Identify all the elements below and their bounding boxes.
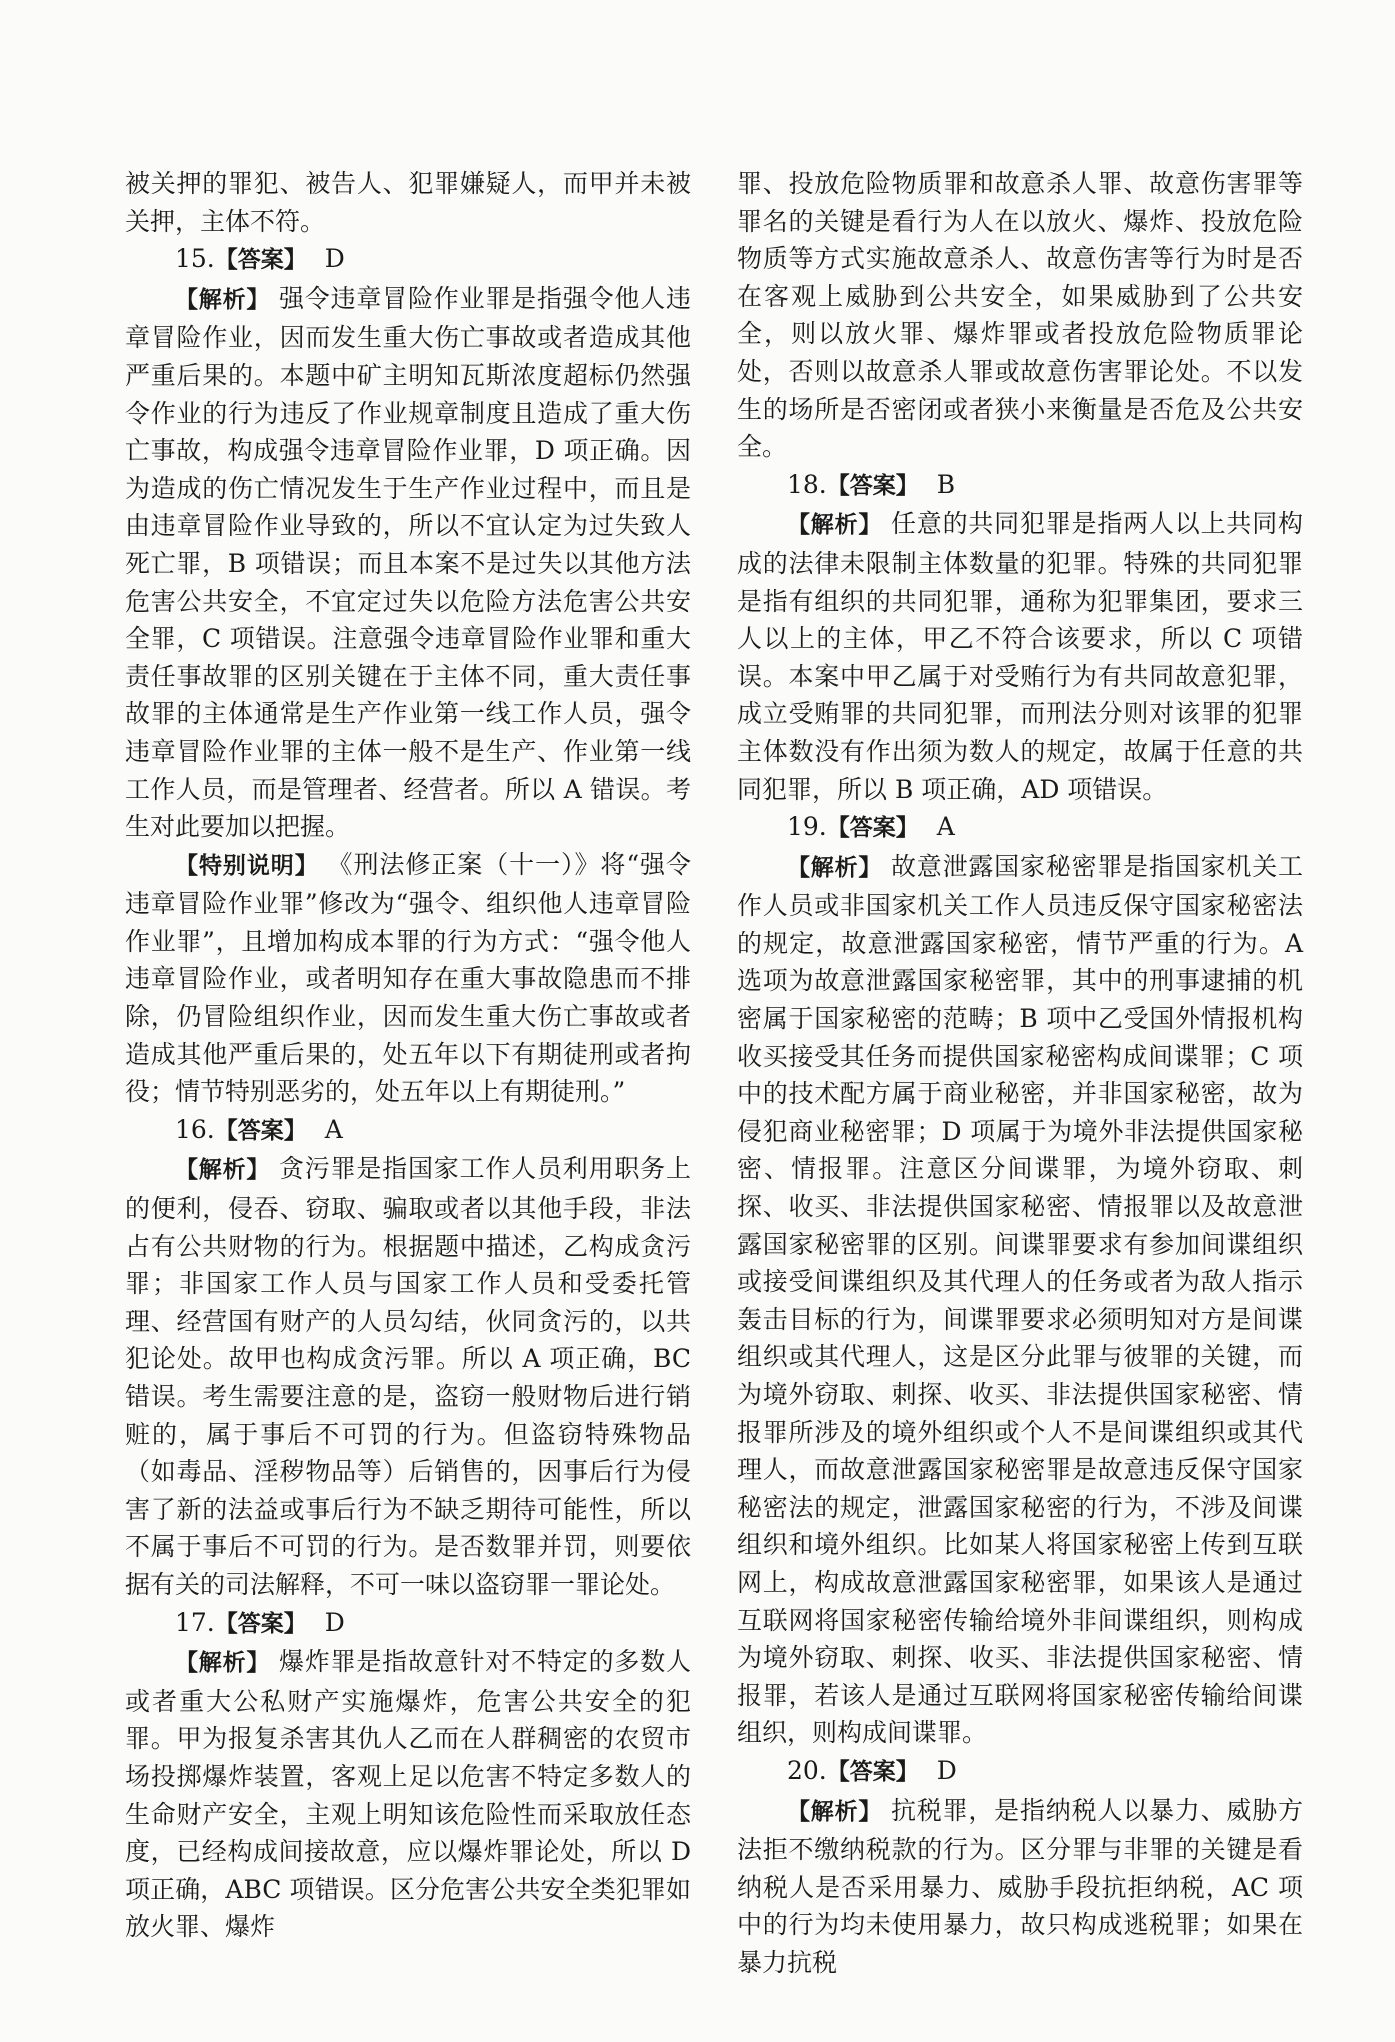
- question-number: 15.: [175, 244, 215, 274]
- analysis-tag: 【解析】: [787, 854, 883, 881]
- right-column: [737, 165, 1303, 1982]
- analysis-tag: 【解析】: [175, 1650, 271, 1677]
- analysis-text: 任意的共同犯罪是指两人以上共同构成的法律未限制主体数量的犯罪。特殊的共同犯罪是指有组织的共同犯罪，通称为犯罪集团，要求三人以上的主体，甲乙不符合该要求，所以 C 项错误。本案中甲乙属于对受贿行为有共同故意犯罪，成立受贿罪的共同犯罪，而刑法分则对该罪的犯罪主体数没有作出须为数人的规定，故属于任意的共同犯罪，所以 B 项正确，AD 项错误。: [737, 509, 1303, 804]
- answer-key: D: [324, 244, 345, 274]
- special-tag: 【特别说明】: [175, 852, 319, 879]
- analysis-tag: 【解析】: [787, 1798, 883, 1825]
- question-number: 17.: [175, 1607, 215, 1637]
- question-number: 18.: [787, 469, 827, 499]
- continued-text: 被关押的罪犯、被告人、犯罪嫌疑人，而甲并未被关押，主体不符。: [125, 169, 691, 236]
- left-column: [125, 165, 691, 1946]
- analysis-tag: 【解析】: [175, 286, 271, 313]
- analysis-paragraph-19: [737, 848, 1303, 1752]
- answer-tag: 【答案】: [214, 1610, 307, 1637]
- answer-tag: 【答案】: [214, 1117, 307, 1144]
- analysis-tag: 【解析】: [175, 1157, 271, 1184]
- answer-key: A: [324, 1114, 343, 1144]
- analysis-paragraph-18: [737, 505, 1303, 808]
- answer-tag: 【答案】: [826, 472, 919, 499]
- special-text: 《刑法修正案（十一）》将“强令违章冒险作业罪”修改为“强令、组织他人违章冒险作业罪”，且增加构成本罪的行为方式：“强令他人违章冒险作业，或者明知存在重大事故隐患而不排除，仍冒险组织作业，因而发生重大伤亡事故或者造成其他严重后果的，处五年以下有期徒刑或者拘役；情节特别恶劣的，处五年以上有期徒刑。”: [125, 849, 691, 1107]
- answer-line-19: [737, 808, 1303, 848]
- question-number: 20.: [787, 1755, 827, 1785]
- answer-line-16: [125, 1111, 691, 1151]
- analysis-paragraph-16: [125, 1150, 691, 1603]
- answer-key: A: [936, 812, 955, 842]
- question-number: 16.: [175, 1114, 215, 1144]
- analysis-text: 爆炸罪是指故意针对不特定的多数人或者重大公私财产实施爆炸，危害公共安全的犯罪。甲为报复杀害其仇人乙而在人群稠密的农贸市场投掷爆炸装置，客观上足以危害不特定多数人的生命财产安全，主观上明知该危险性而采取放任态度，已经构成间接故意，应以爆炸罪论处，所以 D 项正确，ABC 项错误。区分危害公共安全类犯罪如放火罪、爆炸: [125, 1647, 691, 1942]
- analysis-text: 抗税罪，是指纳税人以暴力、威胁方法拒不缴纳税款的行为。区分罪与非罪的关键是看纳税人是否采用暴力、威胁手段抗拒纳税，AC 项中的行为均未使用暴力，故只构成逃税罪；如果在暴力抗税: [737, 1795, 1303, 1977]
- analysis-text: 故意泄露国家秘密罪是指国家机关工作人员或非国家机关工作人员违反保守国家秘密法的规定，故意泄露国家秘密，情节严重的行为。A 选项为故意泄露国家秘密罪，其中的刑事逮捕的机密属于国家秘密的范畴；B 项中乙受国外情报机构收买接受其任务而提供国家秘密构成间谍罪；C 项中的技术配方属于商业秘密，并非国家秘密，故为侵犯商业秘密罪；D 项属于为境外非法提供国家秘密、情报罪。注意区分间谍罪，为境外窃取、刺探、收买、非法提供国家秘密、情报罪以及故意泄露国家秘密罪的区别。间谍罪要求有参加间谍组织或接受间谍组织及其代理人的任务或者为敌人指示轰击目标的行为，间谍罪要求必须明知对方是间谍组织或其代理人，这是区分此罪与彼罪的关键，而为境外窃取、刺探、收买、非法提供国家秘密、情报罪所涉及的境外组织或个人不是间谍组织或其代理人，而故意泄露国家秘密罪是故意违反保守国家秘密法的规定，泄露国家秘密的行为，不涉及间谍组织和境外组织。比如某人将国家秘密上传到互联网上，构成故意泄露国家秘密罪，如果该人是通过互联网将国家秘密传输给境外非间谍组织，则构成为境外窃取、刺探、收买、非法提供国家秘密、情报罪，若该人是通过互联网将国家秘密传输给间谍组织，则构成间谍罪。: [737, 851, 1303, 1748]
- answer-line-15: [125, 240, 691, 280]
- answer-key: D: [936, 1755, 957, 1785]
- answer-key: D: [324, 1607, 345, 1637]
- answer-tag: 【答案】: [214, 247, 307, 274]
- analysis-text: 强令违章冒险作业罪是指强令他人违章冒险作业，因而发生重大伤亡事故或者造成其他严重后果的。本题中矿主明知瓦斯浓度超标仍然强令作业的行为违反了作业规章制度且造成了重大伤亡事故，构成强令违章冒险作业罪，D 项正确。因为造成的伤亡情况发生于生产作业过程中，而且是由违章冒险作业导致的，所以不宜认定为过失致人死亡罪，B 项错误；而且本案不是过失以其他方法危害公共安全，不宜定过失以危险方法危害公共安全罪，C 项错误。注意强令违章冒险作业罪和重大责任事故罪的区别关键在于主体不同，重大责任事故罪的主体通常是生产作业第一线工作人员，强令违章冒险作业罪的主体一般不是生产、作业第一线工作人员，而是管理者、经营者。所以 A 错误。考生对此要加以把握。: [125, 283, 691, 842]
- answer-tag: 【答案】: [826, 1758, 919, 1785]
- answer-key: B: [936, 469, 956, 499]
- analysis-tag: 【解析】: [787, 512, 883, 539]
- question-number: 19.: [787, 812, 827, 842]
- special-note-paragraph: [125, 846, 691, 1111]
- answer-line-20: [737, 1752, 1303, 1792]
- analysis-paragraph-15: [125, 280, 691, 846]
- analysis-paragraph-17: [125, 1643, 691, 1946]
- answer-tag: 【答案】: [826, 815, 919, 842]
- answer-line-17: [125, 1604, 691, 1644]
- analysis-paragraph-20: [737, 1792, 1303, 1982]
- answer-line-18: [737, 466, 1303, 506]
- continued-text: 罪、投放危险物质罪和故意杀人罪、故意伤害罪等罪名的关键是看行为人在以放火、爆炸、投放危险物质等方式实施故意杀人、故意伤害等行为时是否在客观上威胁到公共安全，如果威胁到了公共安全，则以放火罪、爆炸罪或者投放危险物质罪论处，否则以故意杀人罪或故意伤害罪论处。不以发生的场所是否密闭或者狭小来衡量是否危及公共安全。: [737, 169, 1303, 462]
- analysis-text: 贪污罪是指国家工作人员利用职务上的便利，侵吞、窃取、骗取或者以其他手段，非法占有公共财物的行为。根据题中描述，乙构成贪污罪；非国家工作人员与国家工作人员和受委托管理、经营国有财产的人员勾结，伙同贪污的，以共犯论处。故甲也构成贪污罪。所以 A 项正确，BC 错误。考生需要注意的是，盗窃一般财物后进行销赃的，属于事后不可罚的行为。但盗窃特殊物品（如毒品、淫秽物品等）后销售的，因事后行为侵害了新的法益或事后行为不缺乏期待可能性，所以不属于事后不可罚的行为。是否数罪并罚，则要依据有关的司法解释，不可一味以盗窃罪一罪论处。: [125, 1154, 691, 1599]
